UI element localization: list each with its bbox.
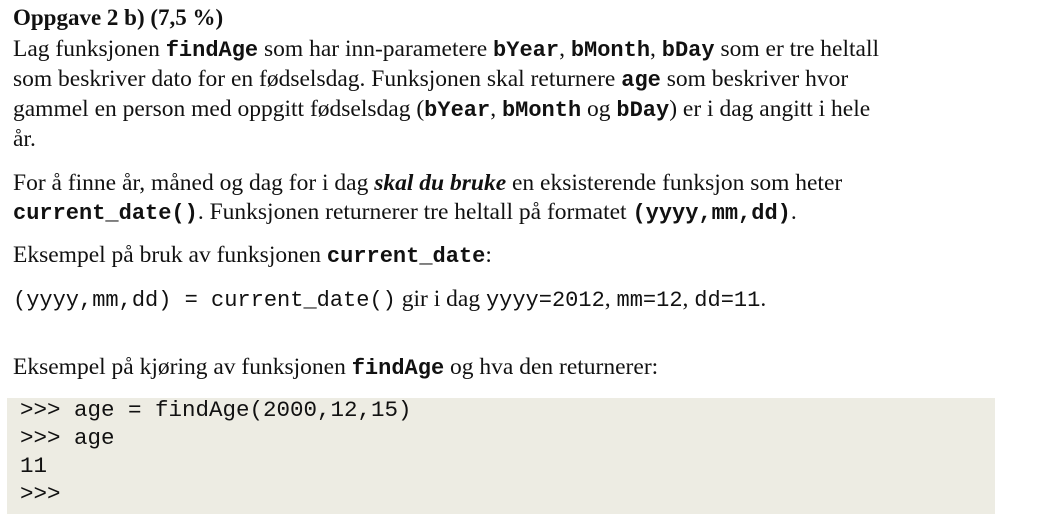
text: , — [559, 36, 571, 62]
text: gammel en person med oppgitt fødselsdag ( — [13, 96, 425, 122]
text: : — [485, 242, 492, 268]
text: Lag funksjonen — [13, 36, 166, 62]
code-call: (yyyy,mm,dd) = current_date() — [13, 288, 396, 313]
usage-heading — [13, 240, 492, 272]
code-month-value: mm=12 — [616, 288, 683, 313]
text: , — [682, 286, 695, 312]
code-example-box — [7, 398, 995, 514]
code-current-date: current_date() — [13, 201, 198, 226]
text: Eksempel på kjøring av funksjonen — [13, 354, 352, 380]
hint-line-1 — [13, 168, 842, 198]
code-day-value: dd=11 — [694, 288, 761, 313]
code-function-name: findAge — [165, 38, 259, 63]
code-line: 11 — [20, 453, 48, 479]
text: som beskriver dato for en fødselsdag. Funksjonen skal returnere — [13, 66, 622, 92]
text: . — [760, 286, 767, 312]
intro-line-1 — [13, 34, 879, 66]
text: en eksisterende funksjon som heter — [506, 170, 843, 196]
run-heading — [13, 352, 658, 384]
code-param-bmonth: bMonth — [570, 38, 651, 63]
code-current-date: current_date — [326, 244, 486, 269]
text: som har inn-parametere — [258, 36, 494, 62]
text: som er tre heltall — [714, 36, 880, 62]
hint-line-2 — [13, 197, 797, 229]
text: . Funksjonen returnerer tre heltall på formatet — [197, 199, 633, 225]
code-year-value: yyyy=2012 — [485, 288, 605, 313]
text: gir i dag — [395, 286, 486, 312]
text: , — [650, 36, 662, 62]
code-format: (yyyy,mm,dd) — [632, 201, 791, 226]
intro-line-3 — [13, 94, 870, 126]
text: og hva den returnerer: — [444, 354, 659, 380]
code-function-name: findAge — [351, 356, 445, 381]
emphasis-text: skal du bruke — [374, 170, 507, 196]
text: , — [490, 96, 502, 122]
text: . — [790, 199, 797, 225]
code-param-byear: bYear — [493, 38, 560, 63]
text: og — [581, 96, 617, 122]
intro-line-4: år. — [13, 126, 36, 152]
task-title: Oppgave 2 b) (7,5 %) — [13, 5, 224, 30]
code-line: >>> — [20, 481, 61, 507]
code-param-bmonth: bMonth — [501, 98, 582, 123]
code-param-bday: bDay — [661, 38, 715, 63]
text: ) er i dag angitt i hele — [669, 96, 871, 122]
text: Eksempel på bruk av funksjonen — [13, 242, 327, 268]
text: som beskriver hvor — [660, 66, 849, 92]
code-return-age: age — [621, 68, 661, 93]
code-param-bday: bDay — [616, 98, 670, 123]
text: For å finne år, måned og dag for i dag — [13, 170, 375, 196]
code-param-byear: bYear — [424, 98, 491, 123]
code-line: >>> age — [20, 425, 115, 451]
intro-line-2 — [13, 64, 848, 96]
usage-example — [13, 284, 766, 316]
code-line: >>> age = findAge(2000,12,15) — [20, 397, 412, 423]
text: , — [604, 286, 617, 312]
